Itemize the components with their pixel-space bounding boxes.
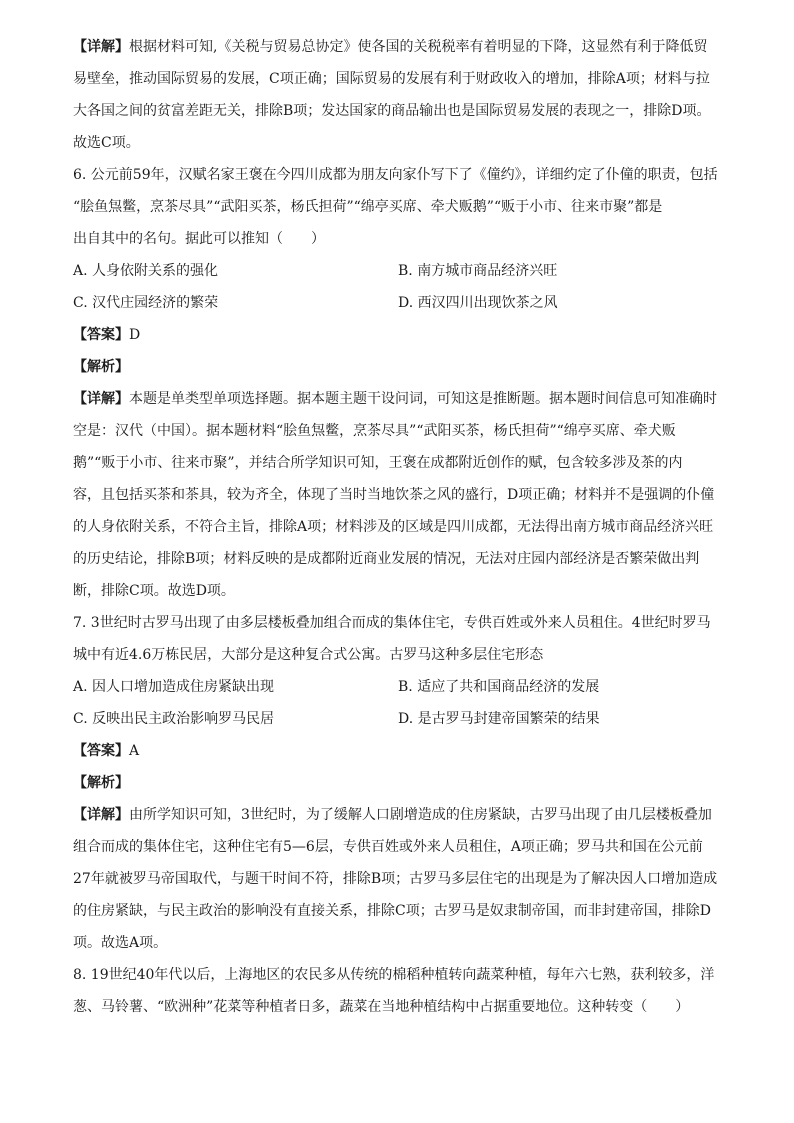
answer-value: A [129,743,140,759]
q6-answer [73,319,725,351]
q5-detail-line-1: 【详解】根据材料可知,《关税与贸易总协定》使各国的关税税率有着明显的下降，这显然有利于降低贸 [73,39,708,55]
q5-detail-line-3: 大各国之间的贫富差距无关，排除B项；发达国家的商品输出也是国际贸易发展的表现之一，排除D项。 [73,103,711,119]
detail-tag: 【详解】 [73,39,129,55]
q6-stem-line-1: 6. 公元前59年，汉赋名家王褒在今四川成都为朋友向家仆写下了《僮约》，详细约定了仆僮的职责，包括 [73,167,718,183]
answer-value: D [129,327,141,343]
q7-options-row-2 [73,703,725,735]
q6-detail-line-3: 鹅”“贩于小市、往来市聚”，并结合所学知识可知，王褒在成都附近创作的赋，包含较多涉及茶的内 [73,455,683,471]
q6-detail-line-5: 的人身依附关系，不符合主旨，排除A项；材料涉及的区域是四川成都，无法得出南方城市商品经济兴旺 [73,519,714,535]
q6-option-a: A. 人身依附关系的强化 [73,263,219,279]
q6-options-row-2 [73,287,725,319]
q7-detail-line-5: 项。故选A项。 [73,935,168,951]
q6-detail-line-4: 容，且包括买茶和茶具，较为齐全，体现了当时当地饮茶之风的盛行，D项正确；材料并不是强调的仆僮 [73,487,715,503]
q6-analysis-heading: 【解析】 [73,359,129,375]
q7-options-row-1 [73,671,725,703]
q7-detail-line-3: 27年就被罗马帝国取代，与题干时间不符，排除B项；古罗马多层住宅的出现是为了解决因人口增加造成 [73,871,718,887]
q8-stem-line-1: 8. 19世纪40年代以后，上海地区的农民多从传统的棉稻种植转向蔬菜种植，每年六七熟，获利较多，洋 [73,967,715,983]
q6-option-d: D. 西汉四川出现饮茶之风 [398,295,558,311]
q7-detail-line-1: 【详解】由所学知识可知，3世纪时，为了缓解人口剧增造成的住房紧缺，古罗马出现了由几层楼板叠加 [73,807,712,823]
q6-option-b: B. 南方城市商品经济兴旺 [398,263,558,279]
q5-detail-line-2: 易壁垒，推动国际贸易的发展，C项正确；国际贸易的发展有利于财政收入的增加，排除A项；材料与拉 [73,71,710,87]
q6-detail-line-6: 的历史结论，排除B项；材料反映的是成都附近商业发展的情况，无法对庄园内部经济是否繁荣做出判 [73,551,700,567]
q7-stem-line-1: 7. 3世纪时古罗马出现了由多层楼板叠加组合而成的集体住宅，专供百姓或外来人员租住。4世纪时罗马 [73,615,711,631]
q7-option-b: B. 适应了共和国商品经济的发展 [398,679,600,695]
document-page [73,31,725,1023]
q6-stem-line-2: “脍鱼炰鳖，烹茶尽具”“武阳买茶，杨氏担荷”“绵亭买席、牵犬贩鹅”“贩于小市、往来市聚”都是 [73,199,663,215]
q7-detail-line-4: 的住房紧缺，与民主政治的影响没有直接关系，排除C项；古罗马是奴隶制帝国，而非封建帝国，排除D [73,903,711,919]
q6-detail-line-2: 空是：汉代（中国）。据本题材料“脍鱼炰鳖，烹茶尽具”“武阳买茶，杨氏担荷”“绵亭买席、牵犬贩 [73,423,676,439]
q7-option-c: C. 反映出民主政治影响罗马民居 [73,711,275,727]
q6-detail-line-1: 【详解】本题是单类型单项选择题。据本题主题干设问词，可知这是推断题。据本题时间信息可知准确时 [73,391,717,407]
q6-options-row-1 [73,255,725,287]
q7-option-d: D. 是古罗马封建帝国繁荣的结果 [398,711,600,727]
q6-stem-line-3: 出自其中的名句。据此可以推知（ ） [73,231,325,247]
answer-tag: 【答案】 [73,743,129,759]
q5-detail-line-4: 故选C项。 [73,135,140,151]
q7-analysis-heading: 【解析】 [73,775,129,791]
answer-tag: 【答案】 [73,327,129,343]
q7-answer [73,735,725,767]
q6-option-c: C. 汉代庄园经济的繁荣 [73,295,219,311]
q6-detail-line-7: 断，排除C项。故选D项。 [73,583,235,599]
q7-detail-line-2: 组合而成的集体住宅，这种住宅有5—6层，专供百姓或外来人员租住，A项正确；罗马共和国在公元前 [73,839,703,855]
q7-stem-line-2: 城中有近4.6万栋民居，大部分是这种复合式公寓。古罗马这种多层住宅形态 [73,647,544,663]
q8-stem-line-2: 葱、马铃薯、“欧洲种”花菜等种植者日多，蔬菜在当地种植结构中占据重要地位。这种转变（ ） [73,999,690,1015]
q7-option-a: A. 因人口增加造成住房紧缺出现 [73,679,275,695]
